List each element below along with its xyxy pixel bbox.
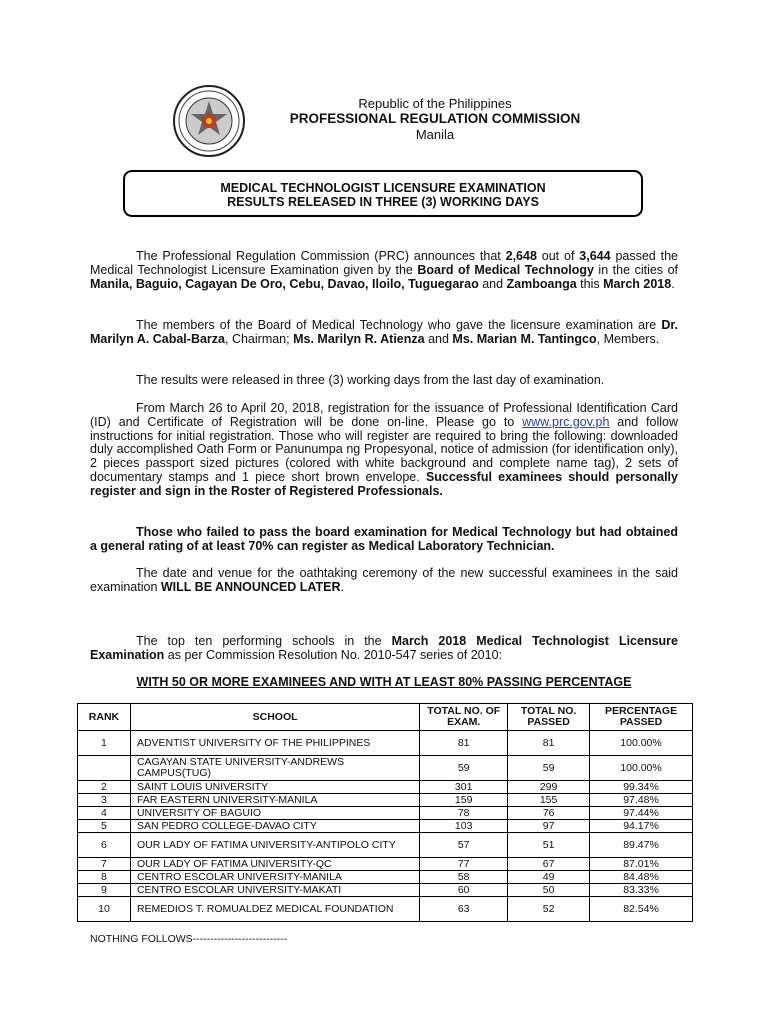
percentage-cell: 82.54% (590, 897, 693, 922)
rank-cell: 2 (78, 781, 131, 794)
prc-website-link[interactable]: www.prc.gov.ph (522, 414, 610, 429)
paragraph-announcement: The Professional Regulation Commission (PRC) announces that 2,648 out of 3,644 passed the Medical Technologist Licensure Examination given by the Board of Medical Technology in the cities of Manila, Baguio, Cagayan De Oro, Cebu, Davao, Iloilo, Tuguegarao and Zamboanga this March 2018. (90, 249, 678, 291)
paragraph-top-schools-intro: The top ten performing schools in the March 2018 Medical Technologist Licensure Examination as per Commission Resolution No. 2010-547 series of 2010: (90, 634, 678, 662)
school-cell: OUR LADY OF FATIMA UNIVERSITY-QC (130, 858, 419, 871)
school-cell: CAGAYAN STATE UNIVERSITY-ANDREWS CAMPUS(TUG) (130, 756, 419, 781)
title-box (123, 170, 643, 217)
total-passed-cell: 67 (508, 858, 590, 871)
rank-cell: 7 (78, 858, 131, 871)
rank-cell: 8 (78, 871, 131, 884)
header-percentage: PERCENTAGE PASSED (590, 704, 693, 731)
table-row (78, 871, 693, 884)
header-total-exam: TOTAL NO. OF EXAM. (420, 704, 508, 731)
school-cell: REMEDIOS T. ROMUALDEZ MEDICAL FOUNDATION (130, 897, 419, 922)
total-exam-cell: 81 (420, 731, 508, 756)
total-passed-cell: 50 (508, 884, 590, 897)
school-cell: CENTRO ESCOLAR UNIVERSITY-MAKATI (130, 884, 419, 897)
school-cell: FAR EASTERN UNIVERSITY-MANILA (130, 794, 419, 807)
rank-cell: 3 (78, 794, 131, 807)
percentage-cell: 97.44% (590, 807, 693, 820)
school-cell: UNIVERSITY OF BAGUIO (130, 807, 419, 820)
rank-cell: 10 (78, 897, 131, 922)
section-heading: WITH 50 OR MORE EXAMINEES AND WITH AT LEAST 80% PASSING PERCENTAGE (136, 675, 632, 689)
total-passed-cell: 52 (508, 897, 590, 922)
total-exam-cell: 60 (420, 884, 508, 897)
percentage-cell: 94.17% (590, 820, 693, 833)
table-row (78, 731, 693, 756)
top-schools-table (77, 703, 693, 922)
table-row (78, 781, 693, 794)
total-passed-cell: 155 (508, 794, 590, 807)
table-row (78, 833, 693, 858)
total-passed-cell: 97 (508, 820, 590, 833)
school-cell: OUR LADY OF FATIMA UNIVERSITY-ANTIPOLO CITY (130, 833, 419, 858)
table-header-row (78, 704, 693, 731)
percentage-cell: 97.48% (590, 794, 693, 807)
header-republic: Republic of the Philippines (358, 96, 512, 111)
rank-cell: 1 (78, 731, 131, 756)
percentage-cell: 100.00% (590, 731, 693, 756)
total-exam-cell: 77 (420, 858, 508, 871)
title-line-2: RESULTS RELEASED IN THREE (3) WORKING DAYS (227, 195, 539, 209)
table-row (78, 807, 693, 820)
header-rank: RANK (78, 704, 131, 731)
rank-cell: 5 (78, 820, 131, 833)
header-commission: PROFESSIONAL REGULATION COMMISSION (289, 111, 581, 126)
rank-cell: 4 (78, 807, 131, 820)
percentage-cell: 87.01% (590, 858, 693, 871)
total-exam-cell: 159 (420, 794, 508, 807)
paragraph-oathtaking: The date and venue for the oathtaking ceremony of the new successful examinees in the said examination WILL BE ANNOUNCED LATER. (90, 566, 678, 594)
header-school: SCHOOL (130, 704, 419, 731)
paragraph-failed-examinees: Those who failed to pass the board examination for Medical Technology but had obtained a general rating of at least 70% can register as Medical Laboratory Technician. (90, 525, 678, 553)
percentage-cell: 89.47% (590, 833, 693, 858)
total-exam-cell: 59 (420, 756, 508, 781)
table-row (78, 897, 693, 922)
school-cell: ADVENTIST UNIVERSITY OF THE PHILIPPINES (130, 731, 419, 756)
total-exam-cell: 103 (420, 820, 508, 833)
total-passed-cell: 51 (508, 833, 590, 858)
total-exam-cell: 301 (420, 781, 508, 794)
total-passed-cell: 59 (508, 756, 590, 781)
table-row (78, 858, 693, 871)
header-total-passed: TOTAL NO. PASSED (508, 704, 590, 731)
total-passed-cell: 76 (508, 807, 590, 820)
nothing-follows-footer: NOTHING FOLLOWS--------------------------- (90, 933, 288, 945)
percentage-cell: 84.48% (590, 871, 693, 884)
title-line-1: MEDICAL TECHNOLOGIST LICENSURE EXAMINATION (220, 181, 546, 195)
school-cell: CENTRO ESCOLAR UNIVERSITY-MANILA (130, 871, 419, 884)
paragraph-registration: From March 26 to April 20, 2018, registration for the issuance of Professional Identification Card (ID) and Certificate of Registration will be done on-line. Please go to www.prc.gov.ph and follow instructions for initial registration. Those who will register are required to bring the following: downloaded duly accomplished Oath Form or Panunumpa ng Propesyonal, notice of admission (for identification only), 2 pieces passport sized pictures (colored with white background and complete name tag), 2 sets of documentary stamps and 1 piece short brown envelope. Successful examinees should personally register and sign in the Roster of Registered Professionals. (90, 401, 678, 498)
total-exam-cell: 58 (420, 871, 508, 884)
percentage-cell: 83.33% (590, 884, 693, 897)
paragraph-results-release: The results were released in three (3) working days from the last day of examination. (136, 373, 605, 387)
total-exam-cell: 78 (420, 807, 508, 820)
percentage-cell: 99.34% (590, 781, 693, 794)
percentage-cell: 100.00% (590, 756, 693, 781)
table-row (78, 884, 693, 897)
total-exam-cell: 57 (420, 833, 508, 858)
rank-cell: 6 (78, 833, 131, 858)
total-exam-cell: 63 (420, 897, 508, 922)
table-row (78, 756, 693, 781)
total-passed-cell: 49 (508, 871, 590, 884)
table-row (78, 794, 693, 807)
prc-seal-logo (172, 84, 246, 158)
rank-cell: 9 (78, 884, 131, 897)
total-passed-cell: 81 (508, 731, 590, 756)
paragraph-board-members: The members of the Board of Medical Technology who gave the licensure examination are Dr. Marilyn A. Cabal-Barza, Chairman; Ms. Marilyn R. Atienza and Ms. Marian M. Tantingco, Members. (90, 318, 678, 346)
header-city: Manila (415, 127, 455, 142)
table-row (78, 820, 693, 833)
school-cell: SAINT LOUIS UNIVERSITY (130, 781, 419, 794)
rank-cell (78, 756, 131, 781)
total-passed-cell: 299 (508, 781, 590, 794)
school-cell: SAN PEDRO COLLEGE-DAVAO CITY (130, 820, 419, 833)
